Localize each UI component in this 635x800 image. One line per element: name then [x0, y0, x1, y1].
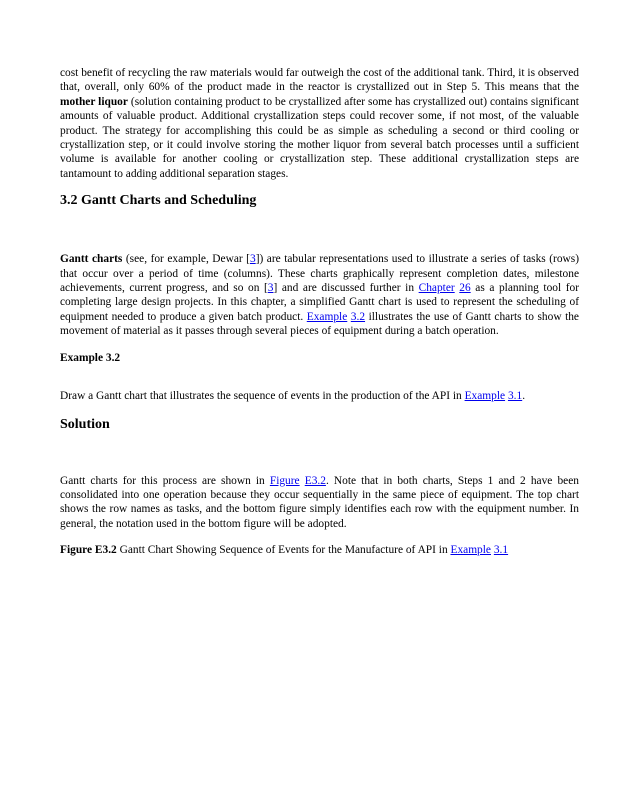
- example-link-3-1[interactable]: 3.1: [493, 544, 509, 557]
- document-page: [60, 66, 579, 558]
- section-heading: 3.2 Gantt Charts and Scheduling: [60, 193, 257, 209]
- paragraph-text: ] and are discussed further in: [273, 282, 419, 295]
- paragraph-text: .: [522, 390, 526, 403]
- paragraph-example-prompt: [60, 389, 579, 403]
- term-mother-liquor: mother liquor: [60, 95, 128, 108]
- figure-link-e3-2[interactable]: E3.2: [304, 474, 326, 487]
- chapter-link-word[interactable]: Chapter: [418, 282, 455, 295]
- figure-link-word[interactable]: Figure: [269, 474, 300, 487]
- example-link-3-1[interactable]: 3.1: [507, 390, 523, 403]
- paragraph-text: illustrates the use of Gantt charts to show the movement of material as it passes through several pieces of equipment during a batch operation.: [60, 310, 579, 338]
- paragraph-text: (see, for example, Dewar [: [122, 253, 250, 266]
- paragraph-text: Draw a Gantt chart that illustrates the sequence of events in the production of the API in: [60, 390, 465, 403]
- example-link-word[interactable]: Example: [464, 390, 506, 403]
- paragraph-solution: [60, 474, 579, 532]
- chapter-link-26[interactable]: 26: [459, 282, 471, 295]
- paragraph-gantt-charts: [60, 252, 579, 338]
- paragraph-mother-liquor: [60, 66, 579, 181]
- paragraph-text: . Note that in both charts, Steps 1 and 2 have been consolidated into one operation because they occur sequentially in the same piece of equipment. The top chart shows the row names as tasks, and the bottom figure simply identifies each row with the equipment number. In general, the notation used in the bottom figure will be adopted.: [60, 474, 579, 530]
- example-link-word[interactable]: Example: [306, 310, 348, 323]
- example-link-word[interactable]: Example: [450, 544, 491, 557]
- paragraph-text: ]) are tabular representations used to illustrate a series of tasks (rows) that occur over a period of time (columns). These charts graphically represent completion dates, milestone achievements, current progress, and so on [: [60, 253, 579, 295]
- reference-link-3[interactable]: 3: [249, 253, 256, 266]
- paragraph-text: Gantt charts for this process are shown in: [60, 474, 270, 487]
- solution-heading: Solution: [60, 416, 110, 432]
- paragraph-text: (solution containing product to be crystallized after some has crystallized out) contains significant amounts of valuable product. Additional crystallization steps could recover some, if not most, of the valuable product. The strategy for accomplishing this could be as simple as scheduling a second or third cooling or crystallization step, or it could involve storing the mother liquor from several batch processes until a sufficient volume is available for another cooling or crystallization step. These additional crystallization steps are tantamount to adding additional separation stages.: [60, 95, 579, 180]
- example-label: Example 3.2: [60, 351, 121, 364]
- paragraph-text: as a planning tool for completing large design projects. In this chapter, a simplified Gantt chart is used to represent the scheduling of equipment needed to produce a given batch product.: [60, 282, 580, 323]
- paragraph-text: cost benefit of recycling the raw materials would far outweigh the cost of the additional tank. Third, it is observed that, overall, only 60% of the product made in the reactor is crystallized out in Step 5. This means that the: [60, 67, 579, 94]
- example-link-3-2[interactable]: 3.2: [350, 310, 366, 323]
- term-gantt-charts: Gantt charts: [60, 253, 123, 266]
- reference-link-3-second[interactable]: 3: [267, 282, 274, 295]
- figure-caption: [60, 543, 579, 557]
- figure-caption-label: Figure E3.2: [60, 544, 117, 557]
- figure-caption-text: Gantt Chart Showing Sequence of Events for the Manufacture of API in: [116, 544, 451, 557]
